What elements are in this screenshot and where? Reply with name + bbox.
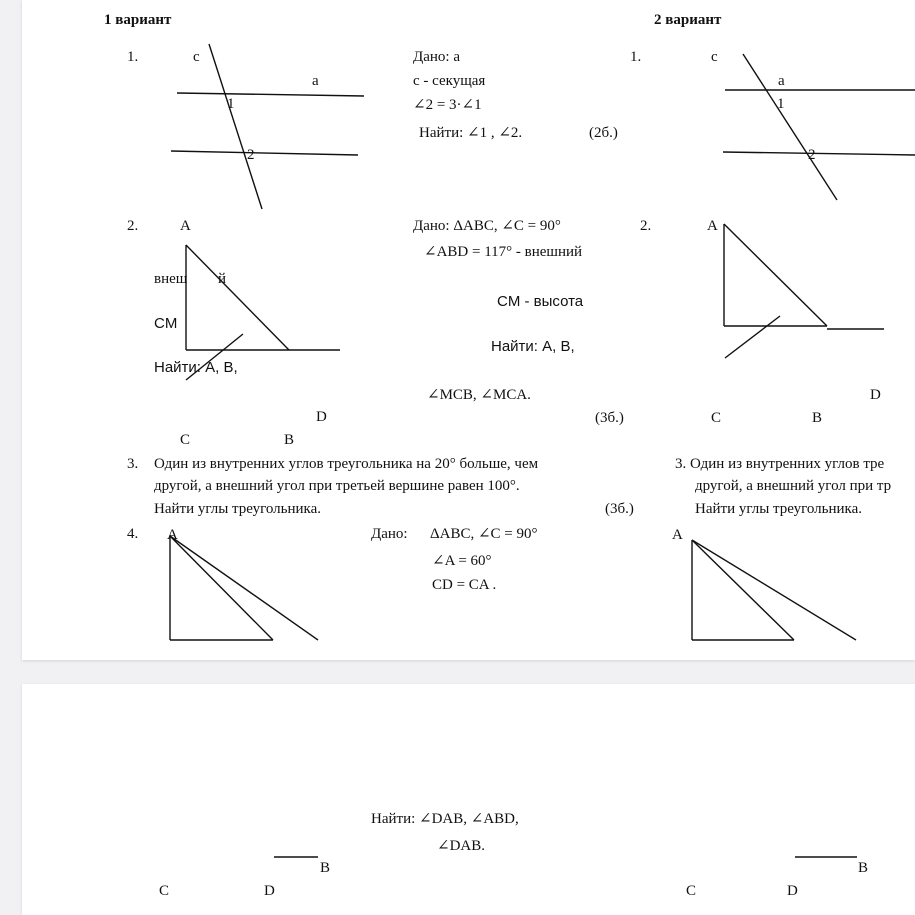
task1v2-label-2: 2 bbox=[808, 147, 816, 163]
task2-label-c: C bbox=[180, 432, 191, 448]
task2-overlap-text: внеш bbox=[154, 271, 188, 287]
task3-points: (3б.) bbox=[605, 501, 634, 517]
task2-label-b: B bbox=[284, 432, 295, 448]
task4-label-b: B bbox=[320, 860, 331, 876]
task1-given: Дано: a bbox=[413, 49, 460, 65]
task2-hyp-ab bbox=[186, 245, 289, 350]
task1v2-label-a: a bbox=[778, 73, 785, 89]
task4-given-2: ∠A = 60° bbox=[432, 553, 492, 569]
task3-number: 3. bbox=[127, 456, 139, 472]
task2-overlap-text-2: й bbox=[218, 271, 227, 287]
task1-label-2: 2 bbox=[247, 147, 255, 163]
task4-label-a: A bbox=[167, 527, 178, 543]
task2v2-label-a: A bbox=[707, 218, 718, 234]
variant-2-title: 2 вариант bbox=[654, 12, 722, 28]
task4-find-2: ∠DAB. bbox=[437, 838, 485, 854]
task1v2-line-b bbox=[723, 152, 915, 155]
task1-points: (2б.) bbox=[589, 125, 618, 141]
task4-find: Найти: ∠DAB, ∠ABD, bbox=[371, 811, 519, 827]
task2v2-label-c: C bbox=[711, 410, 722, 426]
task4v2-label-d: D bbox=[787, 883, 798, 899]
task3v2-line-3: Найти углы треугольника. bbox=[695, 501, 863, 517]
task2v2-label-b: B bbox=[812, 410, 823, 426]
variant-1-title: 1 вариант bbox=[104, 12, 172, 28]
task4-given-label: Дано: bbox=[371, 526, 408, 542]
task4-line-ab bbox=[170, 536, 318, 640]
task4-line-ad bbox=[170, 536, 273, 640]
task2-label-d: D bbox=[316, 409, 327, 425]
task4-number: 4. bbox=[127, 526, 139, 542]
task2-number: 2. bbox=[127, 218, 139, 234]
page2-figures bbox=[22, 684, 915, 915]
task1-label-c: c bbox=[193, 49, 200, 65]
task2-points: (3б.) bbox=[595, 410, 624, 426]
task4-label-d: D bbox=[264, 883, 275, 899]
worksheet-page-2 bbox=[22, 684, 915, 915]
task2v2-height-cm bbox=[725, 316, 780, 358]
task3-line-2: другой, а внешний угол при третьей вершине равен 100°. bbox=[154, 478, 520, 494]
task1-label-a: a bbox=[312, 73, 319, 89]
task4v2-line-ab bbox=[692, 540, 856, 640]
task4v2-label-b: B bbox=[858, 860, 869, 876]
task2-label-a: A bbox=[180, 218, 191, 234]
task4-given-3: CD = CA . bbox=[432, 577, 497, 593]
task4v2-label-a: A bbox=[672, 527, 683, 543]
task1v2-label-c: c bbox=[711, 49, 718, 65]
task4v2-line-ad bbox=[692, 540, 794, 640]
task1-relation: ∠2 = 3·∠1 bbox=[413, 97, 482, 113]
task1-find: Найти: ∠1 , ∠2. bbox=[419, 125, 523, 141]
task1-number: 1. bbox=[127, 49, 139, 65]
task2-find: Найти: A, B, bbox=[491, 338, 575, 355]
task1-line-b bbox=[171, 151, 358, 155]
task2-find-2: ∠MCB, ∠MCA. bbox=[427, 387, 531, 403]
task1-line-a bbox=[177, 93, 364, 96]
task2-cm: CM - высота bbox=[497, 293, 584, 310]
task3v2-line-2: другой, а внешний угол при тр bbox=[695, 478, 892, 494]
task2-given-2: ∠ABD = 117° - внешний bbox=[424, 244, 583, 260]
task1-secant: c - секущая bbox=[413, 73, 486, 89]
task1v2-secant-c bbox=[743, 54, 837, 200]
worksheet-page-1 bbox=[22, 0, 915, 660]
task3v2-line-1: 3. Один из внутренних углов тре bbox=[675, 456, 885, 472]
task4-label-c: C bbox=[159, 883, 170, 899]
task4-given-1: ΔABC, ∠C = 90° bbox=[430, 526, 538, 542]
task4v2-label-c: C bbox=[686, 883, 697, 899]
task2-overlap-find: Найти: A, B, bbox=[154, 359, 238, 376]
task1-label-1: 1 bbox=[227, 96, 235, 112]
task2v2-number: 2. bbox=[640, 218, 652, 234]
task1-secant-c bbox=[209, 44, 262, 209]
task1v2-number: 1. bbox=[630, 49, 642, 65]
task3-line-3: Найти углы треугольника. bbox=[154, 501, 322, 517]
task2v2-label-d: D bbox=[870, 387, 881, 403]
task2v2-hyp-ab bbox=[724, 224, 827, 326]
task1v2-label-1: 1 bbox=[777, 96, 785, 112]
task3-line-1: Один из внутренних углов треугольника на 20° больше, чем bbox=[154, 456, 539, 472]
task2-given: Дано: ΔABC, ∠C = 90° bbox=[413, 218, 561, 234]
task2-overlap-cm: CM bbox=[154, 315, 178, 332]
